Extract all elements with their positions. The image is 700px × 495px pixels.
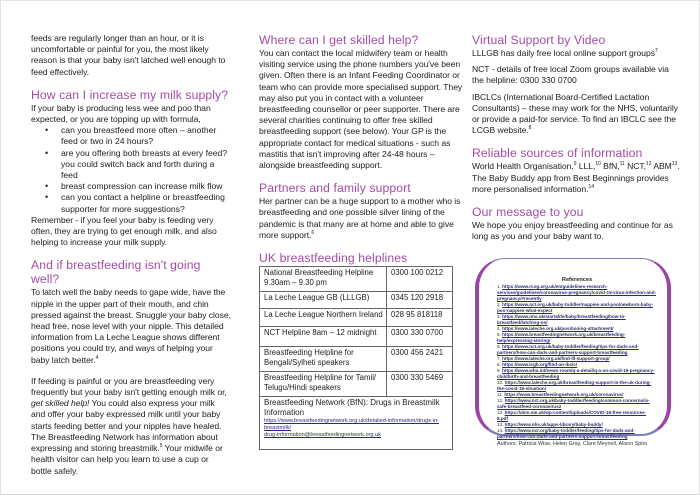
heading-our-message: Our message to you bbox=[472, 205, 584, 220]
reference-link[interactable]: https://www.nct.org.uk/baby-toddler/nappies-and-poo/newborn-baby-poo-nappies-what-expect bbox=[497, 302, 654, 313]
reference-item: 13. https://abm.me.uk/wp-content/uploads/COVID-19-free-resources-8.pdf bbox=[497, 410, 647, 421]
list-item: • can you breastfeed more often – another feed or two in 24 hours? bbox=[61, 125, 231, 147]
nct-paragraph: NCT - details of free local Zoom groups available via the helpline: 0300 330 0700 bbox=[472, 64, 669, 86]
reference-item: 9. https://www.who.int/news-room/q-a-detail/q-a-on-covid-19-pregnancy-childbirth-and-breastfeeding bbox=[497, 368, 655, 379]
reference-item: 3. https://www.nhs.uk/start4life/baby/breastfeeding/how-to-breastfeed/latching-on/ bbox=[497, 314, 626, 325]
helpline-name: Breastfeeding Helpline for Bengali/Sylheti speakers bbox=[260, 347, 387, 372]
footnote-ref: 6 bbox=[311, 229, 315, 236]
reference-item: 12. https://www.nct.org.uk/baby-toddler/feeding/common-concerns/is-safe-breastfeed-coronavirus2 bbox=[497, 398, 650, 409]
reference-item: 5. https://www.breastfeedingnetwork.org.uk/breastfeeding-help/expressing-storing/ bbox=[497, 332, 626, 343]
list-item: • can you contact a helpline or breastfeeding supporter for more suggestions? bbox=[61, 192, 231, 214]
helpline-number: 028 95 818118 bbox=[387, 309, 453, 327]
helplines-table bbox=[259, 266, 453, 450]
reference-link[interactable]: https://www.breastfeedingnetwork.org.uk/coronavirus/ bbox=[504, 392, 624, 397]
painful-paragraph: If feeding is painful or you are breastfeeding very frequently but your baby isn't getting enough milk or, get skilled help! You could also express your milk and offer your baby expressed milk until your baby starts feeding better and your nipples have healed. The Breastfeeding Network has information about expressing and storing breastmilk.$^5$ Your midwife or health visitor can help you learn to use a cup or bottle safely. bbox=[31, 375, 227, 476]
column-3 bbox=[472, 33, 682, 242]
table-row bbox=[260, 327, 453, 347]
reference-link[interactable]: https://www.nct.org/baby-toddler/feeding/tips-for-dads-and-partners/how-can-dads-and-partners-support-breastfeeding bbox=[497, 428, 635, 439]
reference-item: 10. https://www.laleche.org.uk/breastfeeding-support-in-the-uk-during-the-covid-19-situation/ bbox=[497, 380, 651, 391]
column-2 bbox=[259, 33, 464, 450]
reference-item: 6. https://www.nct.org.uk/baby-toddler/feeding/tips-for-dads-and-partners/how-can-dads-and-partners-support-breastfeeding bbox=[497, 344, 639, 355]
reference-link[interactable]: https://www.laleche.org.uk/positioning-attachment/ bbox=[502, 326, 614, 331]
helpline-name: National Breastfeeding Helpline 9.30am – 9.30 pm bbox=[260, 267, 387, 292]
table-row bbox=[260, 292, 453, 309]
bfn-drugs-email-link[interactable]: drug-information@breastfeedingnetwork.org.uk bbox=[264, 432, 381, 439]
remember-paragraph: Remember - if you feel your baby is feeding very often, they are trying to get enough milk, and also helping to increase your milk supply. bbox=[31, 214, 217, 248]
bfn-drugs-title: Breastfeeding Network (BfN): Drugs in Breastmilk Information bbox=[264, 398, 440, 418]
table-row bbox=[260, 309, 453, 327]
helpline-number: 0300 456 2421 bbox=[387, 347, 453, 372]
reference-link[interactable]: https://www.breastfeedingnetwork.org.uk/breastfeeding-help/expressing-storing/ bbox=[497, 332, 626, 343]
lllgb-paragraph: LLLGB has daily free local online support groups$^7$ bbox=[472, 48, 658, 58]
authors-line: Authors: Patricia Wise, Helen Gray, Clare Meynell, Alison Spiro bbox=[497, 441, 648, 447]
heading-virtual-support: Virtual Support by Video bbox=[472, 33, 606, 47]
references-title: References bbox=[561, 277, 593, 283]
reference-item: 1. https://www.rcog.org.uk/en/guidelines-research-services/guidelines/coronavirus-pregnancy/covid-19-virus-infection-and-pregnancy/#recently bbox=[497, 284, 657, 301]
helpline-number: 0345 120 2918 bbox=[387, 292, 453, 309]
references-box bbox=[475, 258, 671, 447]
reference-item: 11. https://www.breastfeedingnetwork.org.uk/coronavirus/ bbox=[497, 392, 624, 397]
footnote-ref: 7 bbox=[654, 48, 658, 55]
list-item: • are you offering both breasts at every feed? you could switch back and forth during a feed bbox=[61, 148, 231, 182]
skilled-help-paragraph: You can contact the local midwifery team or health visiting service using the phone numbers you've been given. Often there is an Infant Feeding Coordinator or team who can provide more specialised support. They may also put you in contact with a volunteer breastfeeding counsellor or peer supporter. There are several charities continuing to offer free skilled breastfeeding support (see below). Your GP is the appropriate contact for medical situations - such as mastitis that isn't improving after 24-48 hours – alongside breastfeeding support. bbox=[259, 48, 463, 171]
reference-item: 7. https://www.laleche.org.uk/find-lll-support-group/ bbox=[497, 356, 610, 361]
table-row bbox=[260, 347, 453, 372]
footnote-ref: 5 bbox=[159, 443, 163, 450]
reference-link[interactable]: https://www.nhs.uk/apps-library/baby-buddy/ bbox=[504, 422, 603, 427]
references-content bbox=[497, 276, 657, 448]
reliable-sources-paragraph: World Health Organisation,$^9$ LLL,$^{10}$ BfN,$^{11}$ NCT,$^{12}$ ABM$^{13}$. The Baby Buddy app from Best Beginnings provides more personalised information.$^{14}$ bbox=[472, 161, 680, 194]
reference-item: 8. https://www.lcgb.org/find-an-ibclc/ bbox=[497, 362, 578, 367]
table-row bbox=[260, 397, 453, 450]
reference-link[interactable]: https://abm.me.uk/wp-content/uploads/COVID-19-free-resources-8.pdf bbox=[497, 410, 647, 421]
column-1 bbox=[31, 33, 231, 477]
get-skilled-help-emphasis: get skilled help! bbox=[31, 398, 90, 409]
heading-skilled-help: Where can I get skilled help? bbox=[259, 33, 419, 47]
reference-link[interactable]: https://www.nct.org.uk/baby-toddler/feeding/common-concerns/is-safe-breastfeed-coronavirus2 bbox=[497, 398, 650, 409]
partners-paragraph: Her partner can be a huge support to a mother who is breastfeeding and one possible silver lining of the pandemic is that many are at home and able to give more support.$^6$ bbox=[259, 196, 461, 240]
ibclc-paragraph: IBCLCs (International Board-Certified Lactation Consultants) – these may work for the NHS, voluntarily or provide a paid-for service. To find an IBCLC see the LCGB website.$^8$ bbox=[472, 91, 679, 136]
heading-reliable-sources: Reliable sources of information bbox=[472, 146, 643, 161]
milk-supply-list bbox=[31, 125, 231, 215]
reference-link[interactable]: https://www.nct.org.uk/baby-toddler/feeding/tips-for-dads-and-partners/how-can-dads-and-partners-support-breastfeeding bbox=[497, 344, 639, 355]
bfn-drugs-cell bbox=[260, 397, 453, 450]
latch-paragraph: To latch well the baby needs to gape wide, have the nipple in the upper part of their mouth, and chin pressed against the breast. Snuggle your baby close, head free, nose level with your nipple. This detailed information from La Leche League shows different positions you could try, and ways of helping your baby latch better.$^4$ bbox=[31, 287, 231, 365]
footnote-ref: 4 bbox=[95, 354, 99, 361]
intro-paragraph: feeds are regularly longer than an hour, or it is uncomfortable or painful for you, the most likely reason is that your baby isn't latched well enough to feed effectively. bbox=[31, 33, 226, 77]
helpline-number: 0300 330 5469 bbox=[387, 372, 453, 397]
message-paragraph: We hope you enjoy breastfeeding and continue for as long as you and your baby want to. bbox=[472, 220, 673, 242]
heading-helplines: UK breastfeeding helplines bbox=[259, 251, 408, 266]
heading-not-going-well: And if breastfeeding isn't going well? bbox=[31, 258, 201, 287]
milk-supply-lead: If your baby is producing less wee and poo than expected, or you are topping up with formula, bbox=[31, 102, 211, 125]
helpline-name: Breastfeeding Helpline for Tamil/ Telugu/Hindi speakers bbox=[260, 372, 387, 397]
reference-link[interactable]: https://www.laleche.org.uk/find-lll-support-group/ bbox=[502, 356, 610, 361]
reference-link[interactable]: https://www.lcgb.org/find-an-ibclc/ bbox=[502, 362, 578, 367]
table-row bbox=[260, 372, 453, 397]
reference-item: 14. https://www.nct.org/baby-toddler/feeding/tips-for-dads-and-partners/how-can-dads-and-partners-support-breastfeeding bbox=[497, 428, 635, 439]
reference-link[interactable]: https://www.laleche.org.uk/breastfeeding-support-in-the-uk-during-the-covid-19-situation/ bbox=[497, 380, 651, 391]
heading-milk-supply: How can I increase my milk supply? bbox=[31, 87, 229, 102]
bfn-drugs-link[interactable]: https://www.breastfeedingnetwork.org.uk/detailed-information/drugs-in-breastmilk/ bbox=[264, 418, 440, 432]
reference-link[interactable]: https://www.rcog.org.uk/en/guidelines-research-services/guidelines/coronavirus-pregnancy/covid-19-virus-infection-and-pregnancy/#recently bbox=[497, 284, 657, 301]
helpline-name: La Leche League Northern Ireland bbox=[260, 309, 387, 327]
table-row bbox=[260, 267, 453, 292]
helpline-number: 0300 100 0212 bbox=[387, 267, 453, 292]
reference-item: 4. https://www.laleche.org.uk/positioning-attachment/ bbox=[497, 326, 614, 331]
heading-partners: Partners and family support bbox=[259, 181, 411, 196]
helpline-name: NCT Helpline 8am – 12 midnight bbox=[260, 327, 387, 347]
list-item: • breast compression can increase milk flow bbox=[61, 181, 231, 192]
footnote-ref: 8 bbox=[528, 125, 532, 132]
reference-item: 2. https://www.nct.org.uk/baby-toddler/nappies-and-poo/newborn-baby-poo-nappies-what-expect bbox=[497, 302, 654, 313]
reference-link[interactable]: https://www.nhs.uk/start4life/baby/breastfeeding/how-to-breastfeed/latching-on/ bbox=[497, 314, 626, 325]
reference-link[interactable]: https://www.who.int/news-room/q-a-detail/q-a-on-covid-19-pregnancy-childbirth-and-breastfeeding bbox=[497, 368, 655, 379]
helpline-number: 0300 330 0700 bbox=[387, 327, 453, 347]
helpline-name: La Leche League GB (LLLGB) bbox=[260, 292, 387, 309]
reference-item: 13. https://www.nhs.uk/apps-library/baby-buddy/ bbox=[497, 422, 603, 427]
